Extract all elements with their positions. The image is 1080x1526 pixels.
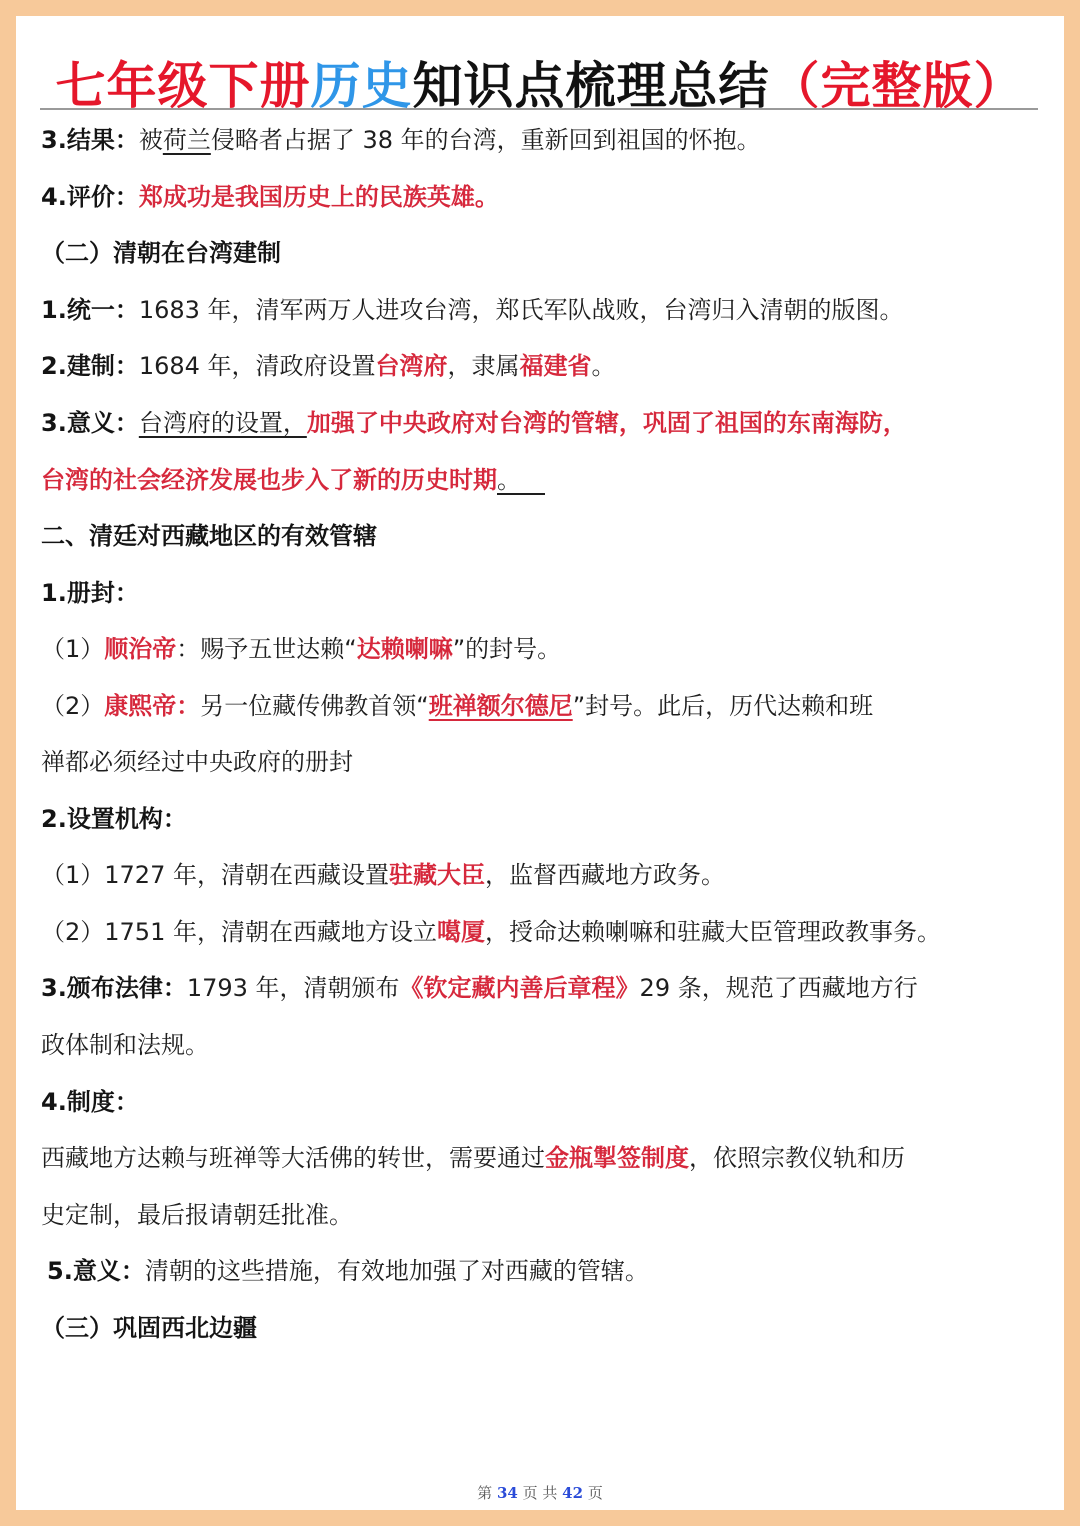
text-line [41,293,1051,327]
highlight-text: 加强了中央政府对台湾的管辖，巩固了祖国的东南海防， [306,409,907,437]
highlight-text: 台湾府 [375,352,448,380]
highlight-text: 康熙帝： [104,692,201,720]
body-text: ，隶属 [447,352,520,380]
page-number-footer [16,1482,1064,1503]
text-line [41,915,1051,949]
text-line [41,180,1051,214]
body-text: （1）1727 年，清朝在西藏设置 [41,861,389,889]
underlined-text: 台湾府的设置， [138,409,307,437]
body-text: 1684 年，清政府设置 [138,352,376,380]
body-text: 侵略者占据了 38 年的台湾，重新回到祖国的怀抱。 [210,126,761,154]
item-label: 5.意义： [47,1257,145,1285]
body-text: 西藏地方达赖与班禅等大活佛的转世，需要通过 [41,1144,545,1172]
text-line: 禅都必须经过中央政府的册封 [41,748,353,776]
highlight-text: 班禅额尔德尼 [428,692,573,720]
highlight-text: 金瓶掣签制度 [545,1144,689,1172]
item-label: 2.设置机构： [41,805,187,833]
body-text: 1683 年，清军两万人进攻台湾，郑氏军队战败，台湾归入清朝的版图。 [138,296,904,324]
body-text: 被 [138,126,163,154]
highlight-text: 噶厦 [436,918,485,946]
body-text: 29 条，规范了西藏地方行 [639,974,918,1002]
text-line [41,858,1051,892]
underlined-text: 。 [497,466,521,494]
total-page-number: 42 [562,1484,584,1502]
item-label: 3.意义： [41,409,139,437]
item-label: 1.册封： [41,579,139,607]
title-divider [40,108,1038,110]
text-line [41,463,1051,497]
section-heading: （三）巩固西北边疆 [41,1314,257,1342]
highlight-text: 达赖喇嘛 [356,635,453,663]
body-text: 1793 年，清朝颁布 [186,974,400,1002]
document-title [16,56,1064,116]
text-line [41,1141,1051,1175]
footer-text: 页 共 [522,1484,558,1502]
text-line [41,123,1051,157]
text-line [41,406,1051,440]
item-label: 4.制度： [41,1088,139,1116]
body-text: （2） [41,692,105,720]
highlight-text: 福建省 [519,352,592,380]
body-text: （2）1751 年，清朝在西藏地方设立 [41,918,437,946]
footer-text: 第 [477,1484,493,1502]
body-text: 另一位藏传佛教首领“ [200,692,429,720]
highlight-text: 郑成功是我国历史上的民族英雄。 [138,183,499,211]
title-part-summary: 知识点梳理总结 [412,57,770,115]
item-label: 3.颁布法律： [41,974,187,1002]
body-text: （1） [41,635,105,663]
body-text: 清朝的这些措施，有效地加强了对西藏的管辖。 [144,1257,649,1285]
blank-underline [521,466,545,494]
underlined-text: 荷兰 [162,126,211,154]
title-part-grade: 七年级下册 [55,57,311,115]
body-text: ”封号。此后，历代达赖和班 [572,692,874,720]
document-page [16,16,1064,1510]
footer-text: 页 [587,1484,603,1502]
body-text: ，监督西藏地方政务。 [484,861,725,889]
body-text: ：赐予五世达赖“ [176,635,357,663]
item-label: 2.建制： [41,352,139,380]
current-page-number: 34 [496,1484,518,1502]
body-text: ”的封号。 [452,635,562,663]
item-label: 1.统一： [41,296,139,324]
text-line [41,689,1051,723]
text-line [47,1254,1057,1288]
body-text: ，授命达赖喇嘛和驻藏大臣管理政教事务。 [484,918,941,946]
highlight-text: 台湾的社会经济发展也步入了新的历史时期 [41,466,497,494]
text-line: 政体制和法规。 [41,1031,209,1059]
highlight-text: 驻藏大臣 [388,861,485,889]
title-part-subject: 历史 [310,57,413,115]
section-heading: （二）清朝在台湾建制 [41,239,281,267]
highlight-text: 《钦定藏内善后章程》 [399,974,640,1002]
section-heading: 二、清廷对西藏地区的有效管辖 [41,522,377,550]
body-text: 。 [591,352,616,380]
highlight-text: 顺治帝 [104,635,177,663]
item-label: 3.结果： [41,126,139,154]
text-line: 史定制，最后报请朝廷批准。 [41,1201,353,1229]
item-label: 4.评价： [41,183,139,211]
text-line [41,632,1051,666]
body-text: ，依照宗教仪轨和历 [689,1144,905,1172]
text-line [41,349,1051,383]
text-line [41,971,1051,1005]
title-part-edition: （完整版） [769,57,1025,115]
